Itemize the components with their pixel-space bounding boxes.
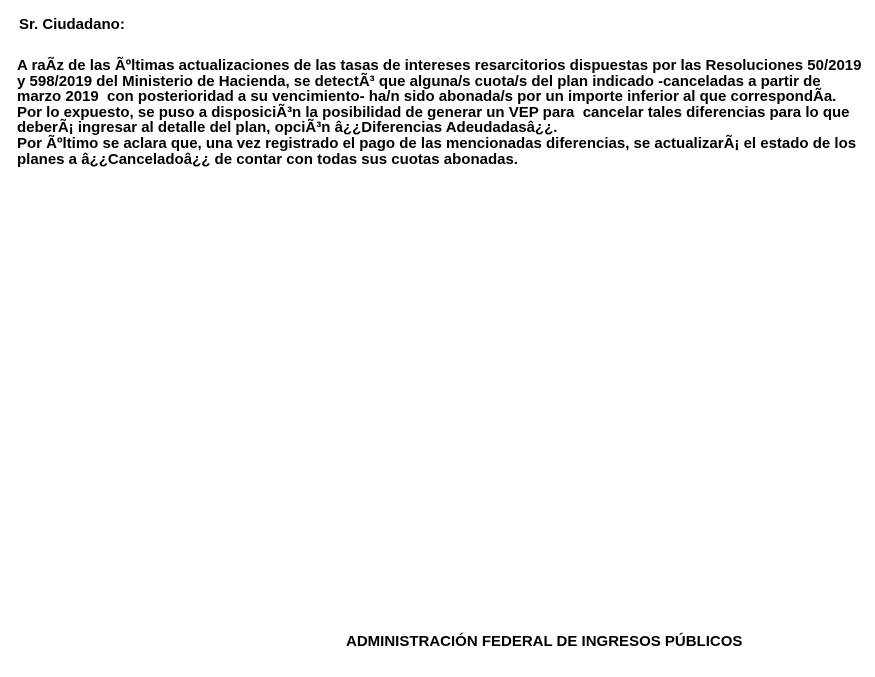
greeting-heading: Sr. Ciudadano: xyxy=(19,16,125,33)
paragraph-rates-update: A raÃz de las Ãºltimas actualizaciones de las tasas de intereses resarcitorios dispuestas por las Resoluciones 50/2019 y 598/2019 del Ministerio de Hacienda, se detectÃ³ que alguna/s cuota/s del plan indicado -canceladas a partir de marzo 2019 con posterioridad a su vencimiento- ha/n sido abonada/s por un importe inferior al que correspondÃa. xyxy=(17,57,866,106)
agency-signature: ADMINISTRACIÓN FEDERAL DE INGRESOS PÚBLICOS xyxy=(346,633,743,650)
paragraph-plan-status: Por Ãºltimo se aclara que, una vez registrado el pago de las mencionadas diferencias, se actualizarÃ¡ el estado de los planes a â¿¿Canceladoâ¿¿ de contar con todas sus cuotas abonadas. xyxy=(17,134,861,168)
notice-body xyxy=(17,58,867,167)
paragraph-vep-option: Por lo expuesto, se puso a disposiciÃ³n la posibilidad de generar un VEP para cancelar tales diferencias para lo que deberÃ¡ ingresar al detalle del plan, opciÃ³n â¿¿Diferencias Adeudadasâ¿¿. xyxy=(17,103,854,137)
